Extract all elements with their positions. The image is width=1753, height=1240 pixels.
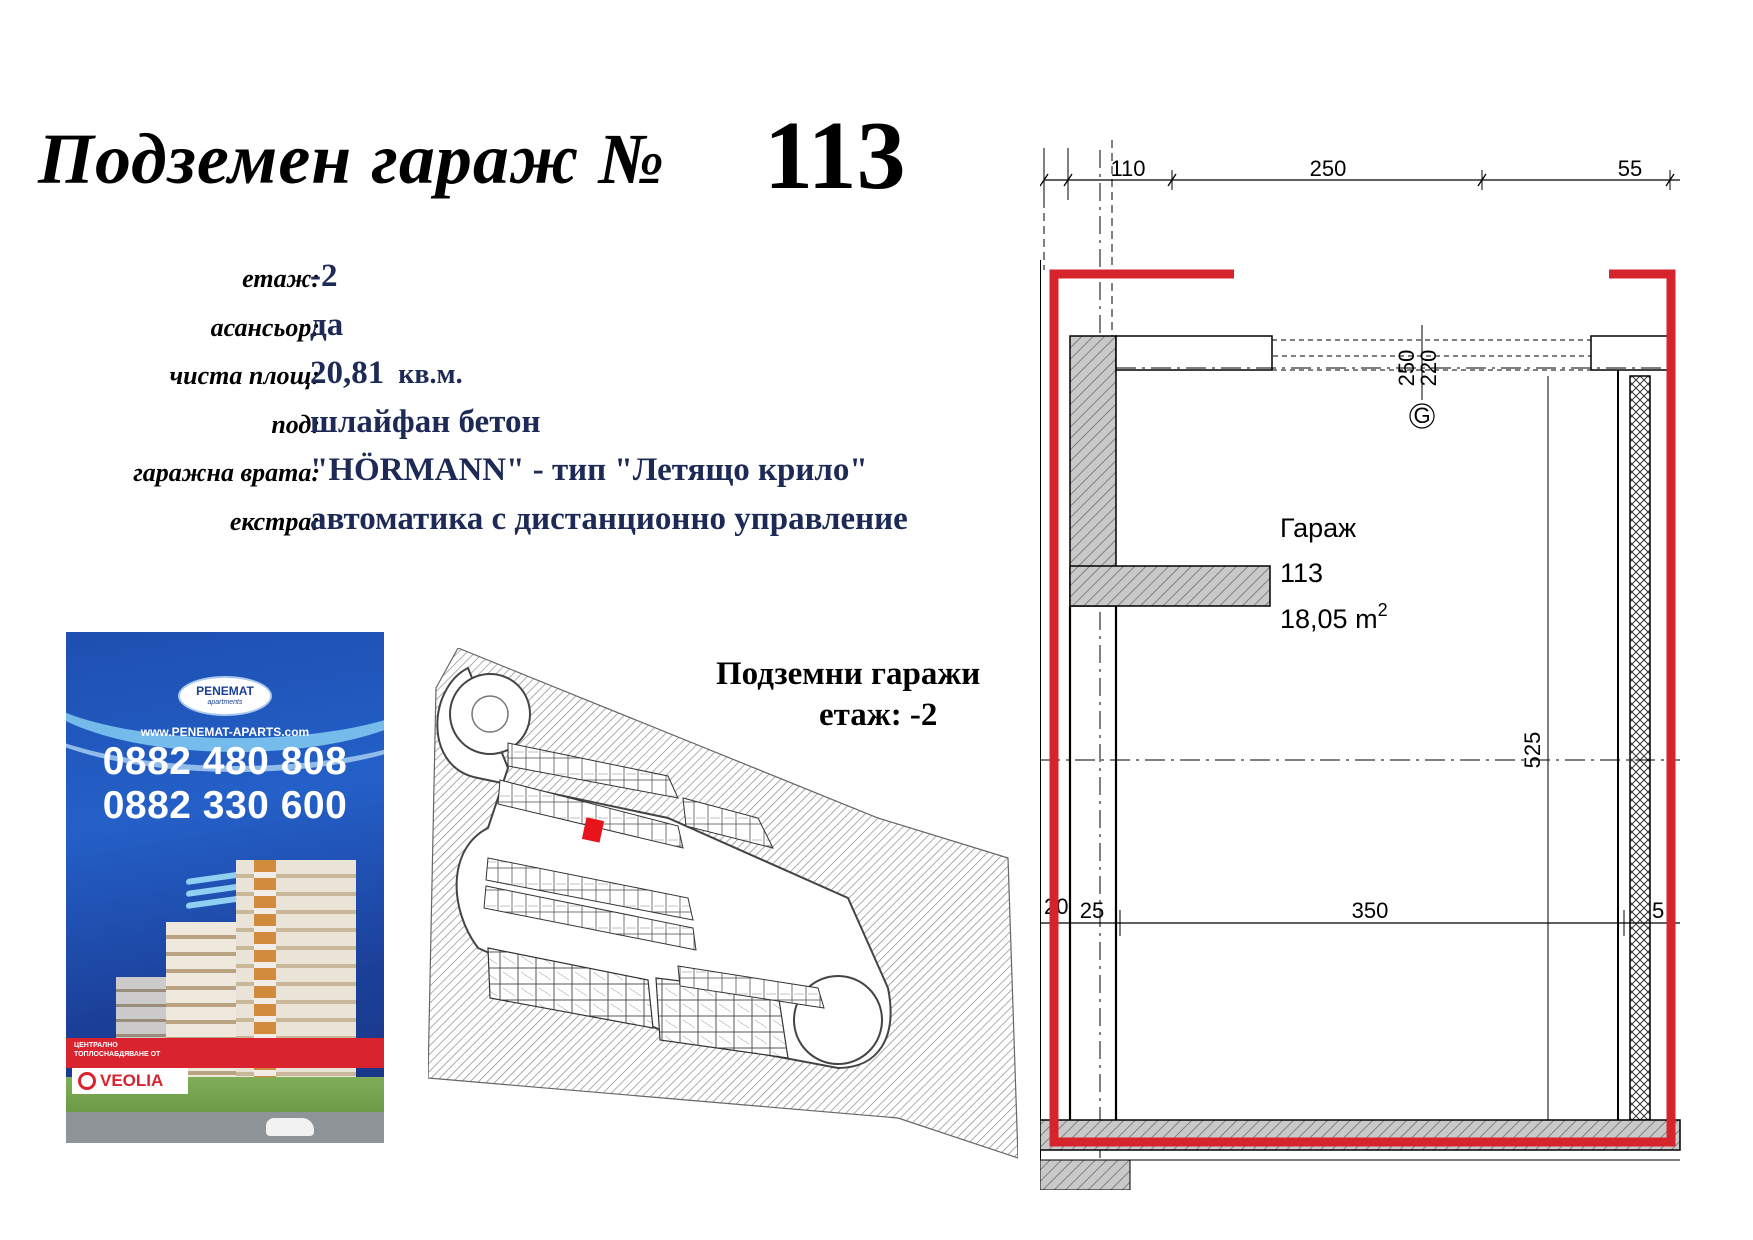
room-number: 113 [1280,558,1324,588]
door-dim-2: 220 [1416,349,1441,387]
dim-bottom-3: 350 [1351,898,1389,923]
dim-top-3: 55 [1617,156,1643,181]
door-marker: G [1413,403,1431,428]
dim-top-1: 110 [1110,156,1146,181]
spec-label: екстра: [229,506,320,536]
spec-row-floor [40,252,1020,301]
advertising-poster [66,632,384,1143]
dim-bottom-4: 5 [1652,898,1665,923]
spec-value [310,307,343,344]
spec-unit: кв.м. [398,359,463,390]
spec-row-area [40,349,1020,398]
room-name: Гараж [1280,513,1357,543]
dim-bottom-2: 25 [1079,898,1105,923]
room-area-value: 18,05 m [1280,604,1378,634]
heating-note: ЦЕНТРАЛНО ТОПЛОСНАБДЯВАНЕ ОТ [74,1042,161,1058]
poster-phone-2: 0882 330 600 [102,784,348,827]
spec-row-extra [40,495,1020,544]
logo-subtext: apartments [207,699,243,706]
page-title: Подземен гараж № [38,119,666,199]
spec-label: асансьор: [210,312,320,342]
spec-row-garage-door [40,446,1020,495]
logo-text: PENEMAT [196,684,254,698]
car-image [266,1118,314,1136]
spec-value [310,501,908,538]
site-plan-floor: етаж: -2 [819,697,938,733]
floor-plan-drawing [1040,140,1700,1190]
site-plan-title: Подземни гаражи [716,656,981,692]
spec-value-text: -2 [310,258,338,294]
penemat-logo [178,676,272,716]
spec-value-text: шлайфан бетон [310,403,541,440]
spec-row-floor-type [40,398,1020,447]
poster-website: www.PENEMAT-APARTS.com [140,725,310,739]
spec-value-text: 20,81 [310,355,385,391]
room-area [1280,600,1388,634]
veolia-icon [78,1072,96,1090]
spec-label: етаж: [242,264,320,293]
spec-row-elevator [40,301,1020,350]
door-dim-1: 250 [1394,349,1419,387]
spec-label: гаражна врата: [133,458,320,487]
garage-number: 113 [764,102,906,210]
veolia-logo [72,1068,188,1094]
spec-label: под: [271,409,320,439]
spec-value-text: да [310,306,344,343]
dim-height: 525 [1520,731,1545,769]
room-area-exp: 2 [1377,600,1388,620]
spec-value [310,258,338,295]
spec-value [310,404,540,441]
veolia-text: VEOLIA [100,1071,164,1090]
spec-value [310,355,463,392]
spec-value-text: "HÖRMANN" - тип "Летящо крило" [310,452,868,488]
spec-list [40,252,1020,543]
garage-outline [1054,274,1671,1142]
spec-value-text: автоматика с дистанционно управление [310,500,908,537]
dim-bottom-1: 20 [1044,894,1069,919]
poster-phone-1: 0882 480 808 [102,740,348,783]
spec-label: чиста площ: [169,361,320,390]
dim-top-2: 250 [1309,156,1347,181]
spec-value [310,452,868,489]
poster-road [66,1112,384,1143]
